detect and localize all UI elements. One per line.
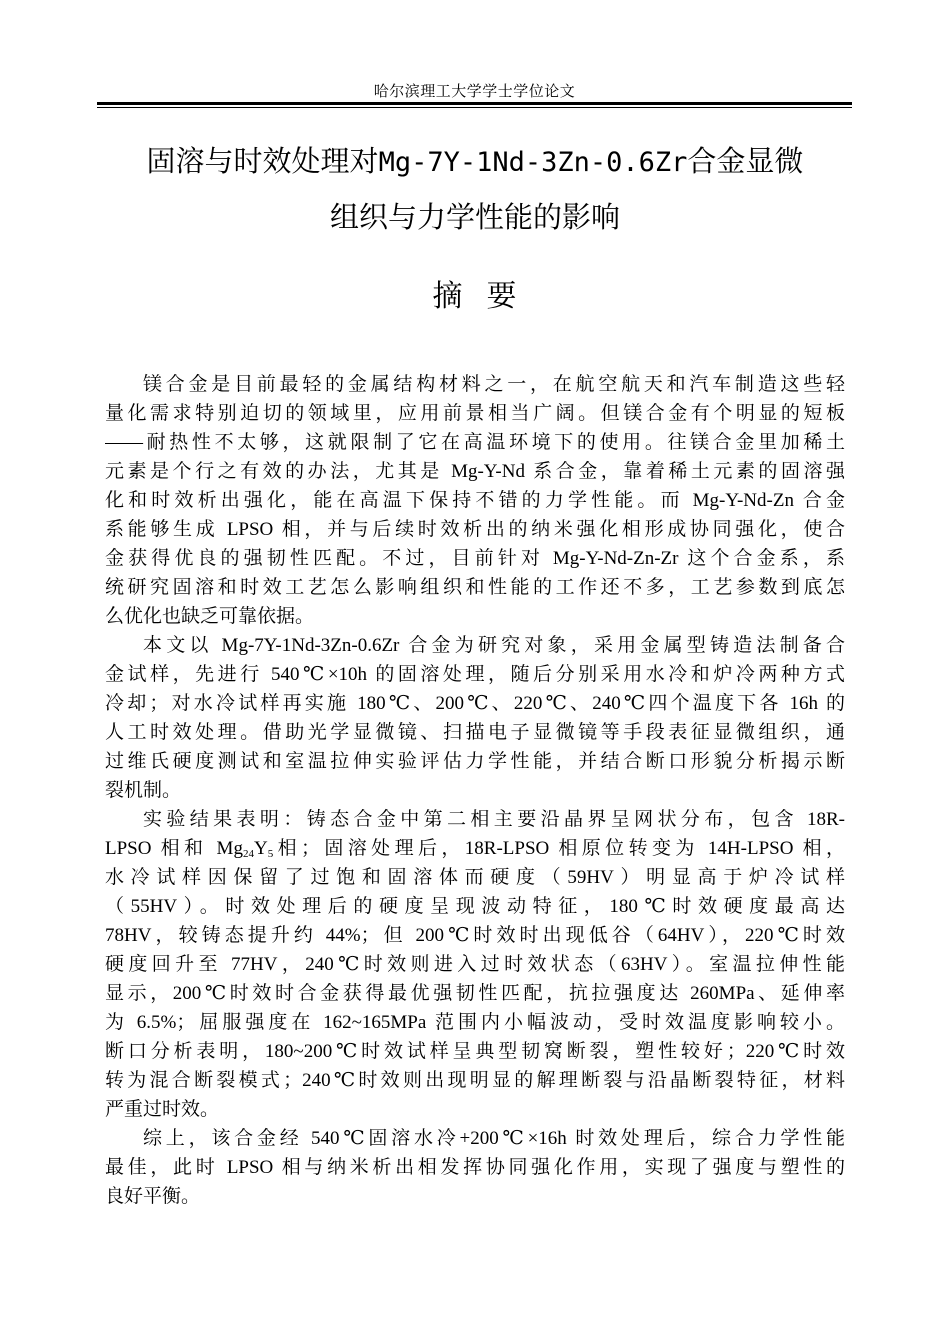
paragraph-3-line: 严重过时效。 xyxy=(105,1099,220,1120)
header-rule-thick xyxy=(97,102,852,105)
paragraph-1-line: 么优化也缺乏可靠依据。 xyxy=(105,606,315,627)
abstract-body xyxy=(105,370,845,1211)
paragraph-2-line: 冷却；对水冷试样再实施 180℃、200℃、220℃、240℃四个温度下各 16h 的 xyxy=(105,693,845,714)
running-header: 哈尔滨理工大学学士学位论文 xyxy=(373,82,576,100)
paragraph-4-line: 综上，该合金经 540℃固溶水冷+200℃×16h 时效处理后，综合力学性能 xyxy=(143,1128,845,1149)
formula-after: 相；固溶处理后，18R-LPSO 相原位转变为 14H-LPSO 相， xyxy=(273,838,845,859)
paragraph-1-line: ——耐热性不太够，这就限制了它在高温环境下的使用。往镁合金里加稀土 xyxy=(105,432,845,453)
paragraph-1-line: 镁合金是目前最轻的金属结构材料之一，在航空航天和汽车制造这些轻 xyxy=(143,374,845,395)
paragraph-3-line: 显示，200℃时效时合金获得最优强韧性匹配，抗拉强度达 260MPa、延伸率 xyxy=(105,983,845,1004)
paragraph-3-line: 为 6.5%；屈服强度在 162~165MPa 范围内小幅波动，受时效温度影响较小。 xyxy=(105,1012,845,1033)
paragraph-1-line: 化和时效析出强化，能在高温下保持不错的力学性能。而 Mg-Y-Nd-Zn 合金 xyxy=(105,490,845,511)
paragraph-2-line: 过维氏硬度测试和室温拉伸实验评估力学性能，并结合断口形貌分析揭示断 xyxy=(105,751,845,772)
title-prefix: 固溶与时效处理对 xyxy=(146,144,379,178)
paragraph-3-line: （55HV）。时效处理后的硬度呈现波动特征，180℃时效硬度最高达 xyxy=(105,896,845,917)
paragraph-2-line: 裂机制。 xyxy=(105,780,182,801)
paragraph-1-line: 量化需求特别迫切的领域里，应用前景相当广阔。但镁合金有个明显的短板 xyxy=(105,403,845,424)
formula-mid: Y xyxy=(253,838,268,859)
paragraph-1-line: 统研究固溶和时效工艺怎么影响组织和性能的工作还不多，工艺参数到底怎 xyxy=(105,577,845,598)
paragraph-4-line: 良好平衡。 xyxy=(105,1186,201,1207)
paragraph-1-line: 元素是个行之有效的办法，尤其是 Mg-Y-Nd 系合金，靠着稀土元素的固溶强 xyxy=(105,461,845,482)
paragraph-3-line: 硬度回升至 77HV，240℃时效则进入过时效状态（63HV）。室温拉伸性能 xyxy=(105,954,845,975)
paragraph-3-line: 断口分析表明，180~200℃时效试样呈典型韧窝断裂，塑性较好；220℃时效 xyxy=(105,1041,845,1062)
title-alloy-name: Mg-7Y-1Nd-3Zn-0.6Zr xyxy=(378,147,688,178)
header-rule-thin xyxy=(97,107,852,108)
formula-subscript-2: 5 xyxy=(267,848,274,860)
thesis-title-line-2: 组织与力学性能的影响 xyxy=(329,200,620,234)
thesis-title-line-1 xyxy=(60,144,890,180)
formula-subscript-1: 24 xyxy=(242,848,254,860)
paragraph-1-line: 系能够生成 LPSO 相，并与后续时效析出的纳米强化相形成协同强化，使合 xyxy=(105,519,845,540)
abstract-heading: 摘要 xyxy=(432,279,541,314)
paragraph-3-line: 转为混合断裂模式；240℃时效则出现明显的解理断裂与沿晶断裂特征，材料 xyxy=(105,1070,845,1091)
paragraph-3-line: 78HV，较铸态提升约 44%；但 200℃时效时出现低谷（64HV），220℃时效 xyxy=(105,925,845,946)
paragraph-2-line: 金试样，先进行 540℃×10h 的固溶处理，随后分别采用水冷和炉冷两种方式 xyxy=(105,664,845,685)
paragraph-2-line: 本文以 Mg-7Y-1Nd-3Zn-0.6Zr 合金为研究对象，采用金属型铸造法制备合 xyxy=(143,635,845,656)
paragraph-3-line: 实验结果表明：铸态合金中第二相主要沿晶界呈网状分布，包含 18R- xyxy=(143,809,845,830)
paragraph-2-line: 人工时效处理。借助光学显微镜、扫描电子显微镜等手段表征显微组织，通 xyxy=(105,722,845,743)
paragraph-3-line: 水冷试样因保留了过饱和固溶体而硬度（59HV）明显高于炉冷试样 xyxy=(105,867,845,888)
formula-before: LPSO 相和 Mg xyxy=(105,838,243,859)
paragraph-1-line: 金获得优良的强韧性匹配。不过，目前针对 Mg-Y-Nd-Zn-Zr 这个合金系，系 xyxy=(105,548,845,569)
paragraph-4-line: 最佳，此时 LPSO 相与纳米析出相发挥协同强化作用，实现了强度与塑性的 xyxy=(105,1157,845,1178)
paragraph-3-formula-line xyxy=(105,834,845,863)
title-suffix: 合金显微 xyxy=(687,144,804,178)
